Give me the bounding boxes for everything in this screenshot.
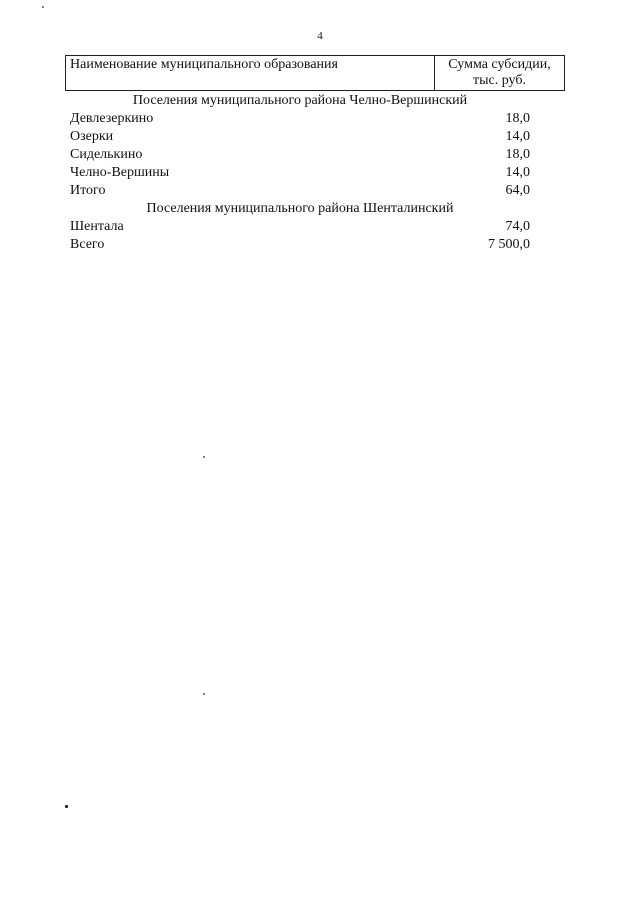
table-row bbox=[70, 218, 530, 236]
row-name: Шентала bbox=[70, 219, 124, 234]
row-name: Девлезеркино bbox=[70, 111, 154, 126]
section-title: Поселения муниципального района Челно-Вершинский bbox=[132, 93, 468, 108]
scan-speck bbox=[203, 456, 205, 458]
row-value: 64,0 bbox=[505, 183, 530, 198]
table-row bbox=[70, 110, 530, 128]
page-number: 4 bbox=[317, 30, 323, 42]
scan-speck bbox=[42, 6, 44, 8]
scan-speck bbox=[203, 693, 205, 695]
row-value: 74,0 bbox=[505, 219, 530, 234]
row-name: Итого bbox=[70, 183, 106, 198]
scan-speck bbox=[65, 805, 68, 808]
table-header bbox=[65, 55, 565, 91]
table-row bbox=[70, 164, 530, 182]
header-sum-line1: Сумма субсидии, bbox=[448, 57, 551, 72]
header-sum-column bbox=[435, 56, 565, 91]
table-row bbox=[70, 128, 530, 146]
table-row bbox=[70, 182, 530, 200]
table-body bbox=[70, 92, 530, 254]
table-row bbox=[70, 236, 530, 254]
header-name-column: Наименование муниципального образования bbox=[66, 56, 435, 91]
row-value: 14,0 bbox=[505, 165, 530, 180]
row-value: 18,0 bbox=[505, 111, 530, 126]
row-value: 18,0 bbox=[505, 147, 530, 162]
header-sum-line2: тыс. руб. bbox=[473, 73, 526, 88]
row-value: 14,0 bbox=[505, 129, 530, 144]
table-row bbox=[70, 146, 530, 164]
section-title: Поселения муниципального района Шенталинский bbox=[146, 201, 454, 216]
row-name: Всего bbox=[70, 237, 105, 252]
row-name: Челно-Вершины bbox=[70, 165, 170, 180]
row-value: 7 500,0 bbox=[488, 237, 530, 252]
row-name: Сиделькино bbox=[70, 147, 143, 162]
row-name: Озерки bbox=[70, 129, 114, 144]
